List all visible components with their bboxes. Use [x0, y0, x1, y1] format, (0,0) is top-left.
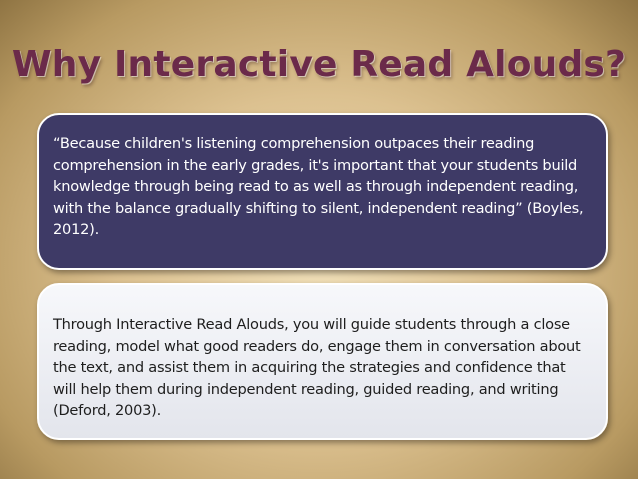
explanation-box	[37, 283, 608, 440]
quote-text: “Because children's listening comprehension outpaces their reading comprehension in the early grades, it's important that your students build knowledge through being read to as well as through independent reading, with the balance gradually shifting to silent, independent reading” (Boyles, 2012).	[53, 135, 584, 238]
quote-box	[37, 113, 608, 270]
slide-title: Why Interactive Read Alouds?	[11, 44, 627, 85]
explanation-text: Through Interactive Read Alouds, you will guide students through a close reading, model what good readers do, engage them in conversation about the text, and assist them in acquiring the strategies and confidence that will help them during independent reading, guided reading, and writing (Deford, 2003).	[53, 316, 581, 419]
